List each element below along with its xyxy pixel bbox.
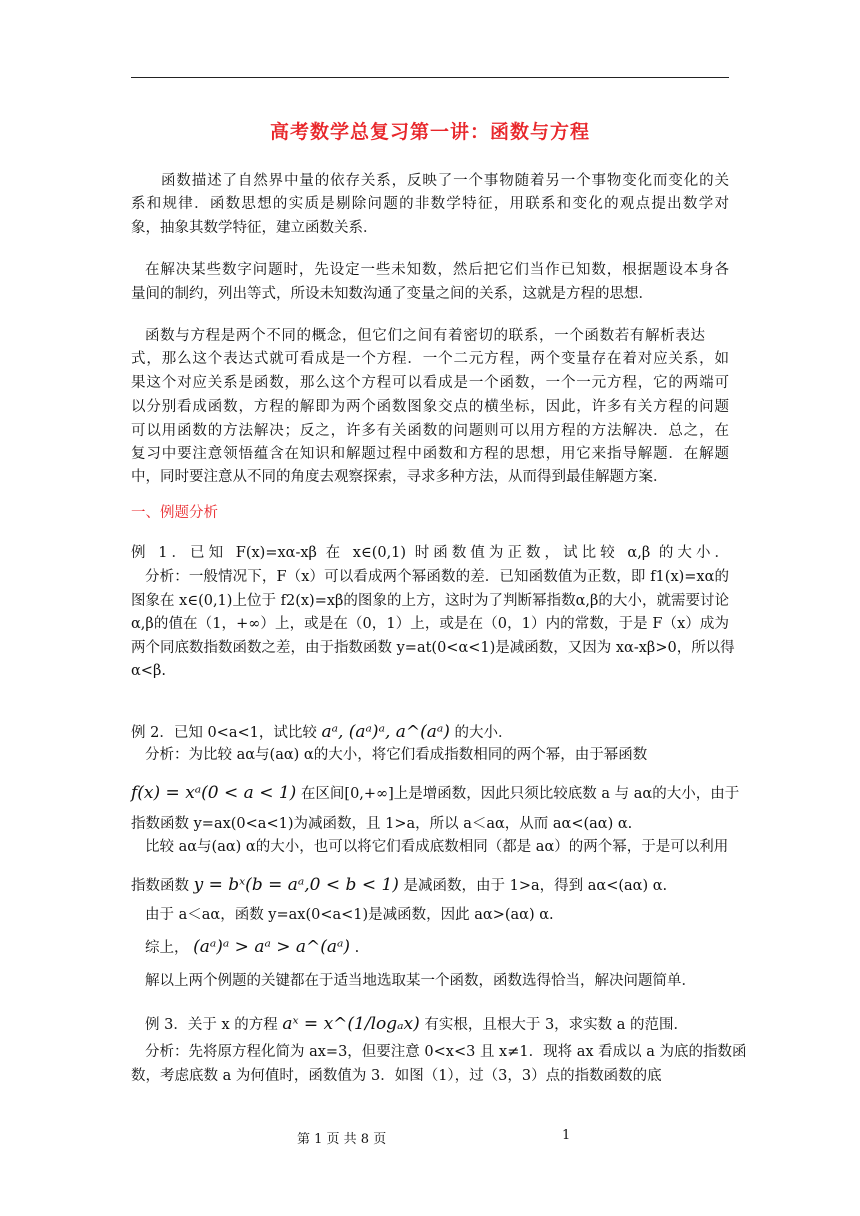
example-line: 分析：先将原方程化简为 ax=3，但要注意 0<x<3 且 x≠1．现将 ax 看成以 a 为底的指数函 bbox=[145, 1044, 747, 1060]
example-line: 分析：为比较 aα与(aα) α的大小，将它们看成指数相同的两个幂，由于幂函数 bbox=[145, 747, 648, 763]
footer-page-info: 第 1 页 共 8 页 bbox=[297, 1132, 387, 1147]
paragraph-line: 以分别看成函数，方程的解即为两个函数图象交点的横坐标，因此，许多有关方程的问题 bbox=[131, 399, 729, 415]
paragraph-line: 中，同时要注意从不同的角度去观察探索，寻求多种方法，从而得到最佳解题方案． bbox=[131, 469, 668, 485]
example-line bbox=[145, 937, 359, 958]
example-line bbox=[131, 783, 739, 804]
formula: f(x) = xᵃ(0 < a < 1) bbox=[131, 783, 297, 803]
formula: y = bˣ(b = aᵃ,0 < b < 1) bbox=[193, 875, 399, 895]
example-line bbox=[145, 1014, 688, 1035]
example-line: α<β. bbox=[131, 663, 166, 679]
paragraph-line: 可以用函数的方法解决；反之，许多有关函数的问题则可以用方程的方法解决．总之，在 bbox=[131, 423, 729, 439]
example-line bbox=[131, 875, 667, 896]
paragraph-line: 象，抽象其数学特征，建立函数关系． bbox=[131, 220, 378, 236]
example-text: 有实根，且根大于 3，求实数 a 的范围． bbox=[424, 1017, 689, 1033]
example-text: 综上， bbox=[145, 940, 189, 956]
header-rule bbox=[131, 77, 729, 78]
example-line: 指数函数 y=ax(0<a<1)为减函数，且 1>a，所以 a＜aα，从而 aα<(aα) α. bbox=[131, 816, 633, 832]
example-line: α,β的值在（1，+∞）上，或是在（0，1）上，或是在（0，1）内的常数，于是 F（x）成为 bbox=[131, 616, 729, 632]
example-line: 分析：一般情况下，F（x）可以看成两个幂函数的差．已知函数值为正数，即 f1(x)=xα的 bbox=[145, 569, 729, 585]
example-line: 图象在 x∈(0,1)上位于 f2(x)=xβ的图象的上方，这时为了判断幂指数α,β的大小，就需要讨论 bbox=[131, 593, 729, 609]
paragraph-line: 果这个对应关系是函数，那么这个方程可以看成是一个函数，一个一元方程，它的两端可 bbox=[131, 375, 729, 391]
paragraph-line: 复习中要注意领悟蕴含在知识和解题过程中函数和方程的思想，用它来指导解题．在解题 bbox=[131, 446, 729, 462]
example-text: 指数函数 bbox=[131, 878, 189, 894]
formula: aᵃ, (aᵃ)ᵃ, a^(aᵃ) bbox=[321, 722, 450, 742]
paragraph-line: 系和规律．函数思想的实质是剔除问题的非数学特征，用联系和变化的观点提出数学对 bbox=[131, 196, 729, 212]
example-text: . bbox=[354, 940, 360, 956]
example-text: 在区间[0,+∞]上是增函数，因此只须比较底数 a 与 aα的大小，由于 bbox=[300, 786, 740, 802]
example-line: 例 1．已知 F(x)=xα-xβ 在 x∈(0,1) 时函数值为正数，试比较 α,β 的大小． bbox=[131, 545, 729, 561]
example-text: 是减函数，由于 1>a，得到 aα<(aα) α. bbox=[403, 878, 668, 894]
example-line: 数，考虑底数 a 为何值时，函数值为 3．如图（1），过（3，3）点的指数函数的底 bbox=[131, 1068, 662, 1084]
paragraph-line: 量间的制约，列出等式，所设未知数沟通了变量之间的关系，这就是方程的思想． bbox=[131, 286, 653, 302]
example-line: 由于 a＜aα，函数 y=ax(0<a<1)是减函数，因此 aα>(aα) α. bbox=[145, 907, 554, 923]
page-title: 高考数学总复习第一讲：函数与方程 bbox=[269, 121, 590, 143]
example-line bbox=[131, 722, 513, 743]
formula: aˣ = x^(1/logₐx) bbox=[282, 1014, 420, 1034]
paragraph-line: 式，那么这个表达式就可看成是一个方程．一个二元方程，两个变量存在着对应关系，如 bbox=[131, 351, 729, 367]
formula: (aᵃ)ᵃ > aᵃ > a^(aᵃ) bbox=[193, 937, 351, 957]
example-line: 两个同底数指数函数之差，由于指数函数 y=at(0<α<1)是减函数，又因为 xα-xβ>0，所以得 bbox=[131, 640, 735, 656]
example-line: 比较 aα与(aα) α的大小，也可以将它们看成底数相同（都是 aα）的两个幂，于是可以利用 bbox=[145, 839, 729, 855]
paragraph-line: 在解决某些数字问题时，先设定一些未知数，然后把它们当作已知数，根据题设本身各 bbox=[145, 262, 729, 278]
example-text: 的大小． bbox=[454, 725, 513, 741]
footer-page-number: 1 bbox=[562, 1128, 571, 1143]
example-line: 解以上两个例题的关键都在于适当地选取某一个函数，函数选得恰当，解决问题简单． bbox=[145, 973, 696, 989]
example-text: 例 3．关于 x 的方程 bbox=[145, 1017, 278, 1033]
paragraph-line: 函数与方程是两个不同的概念，但它们之间有着密切的联系，一个函数若有解析表达 bbox=[145, 328, 705, 344]
section-heading: 一、例题分析 bbox=[131, 505, 218, 521]
example-text: 例 2．已知 0<a<1，试比较 bbox=[131, 725, 317, 741]
paragraph-line: 函数描述了自然界中量的依存关系，反映了一个事物随着另一个事物变化而变化的关 bbox=[161, 173, 729, 189]
